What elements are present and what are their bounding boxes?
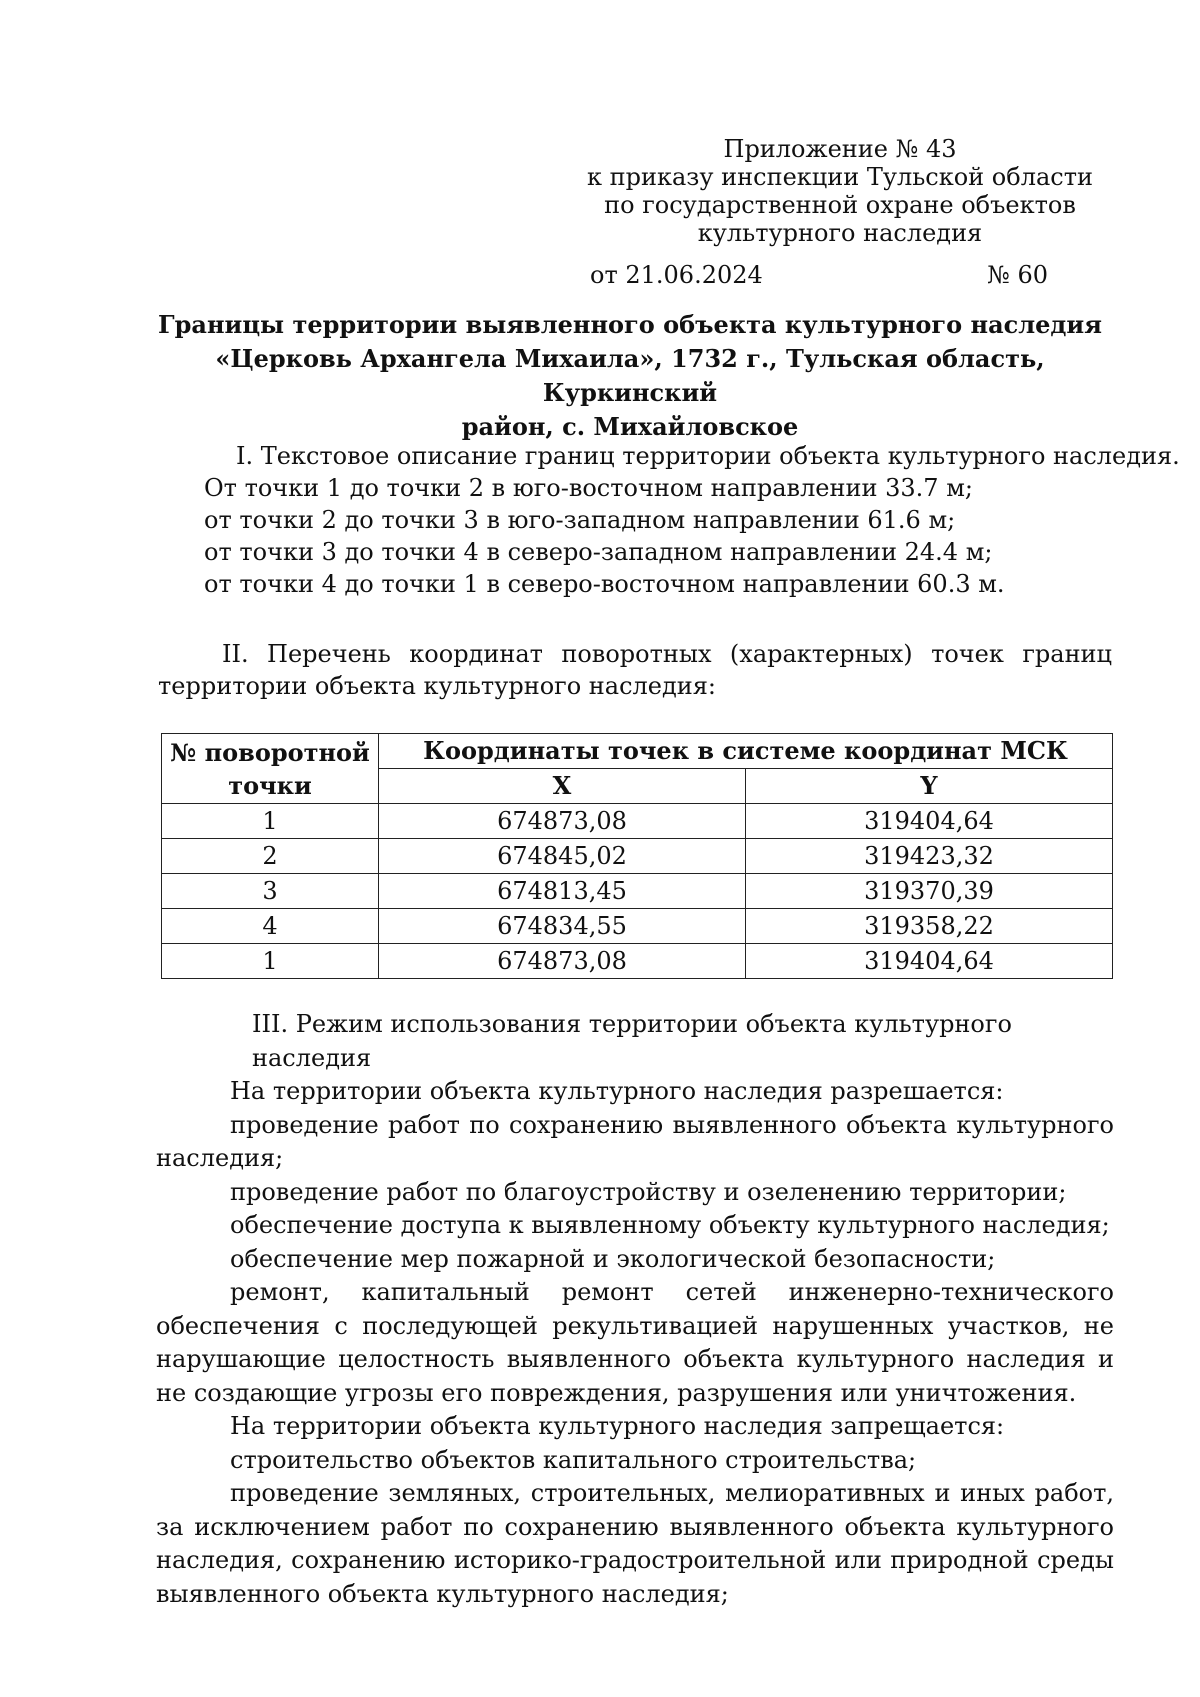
table-row xyxy=(162,839,1113,874)
cell-y: 319404,64 xyxy=(745,804,1112,839)
forbidden-intro: На территории объекта культурного наследия запрещается: xyxy=(230,1412,1005,1440)
title-line: Границы территории выявленного объекта культурного наследия xyxy=(158,310,1102,339)
allowed-item: ремонт, капитальный ремонт сетей инженерно-технического обеспечения с последующей рекультивацией нарушенных участков, не нарушающие целостность выявленного объекта культурного наследия и не создающие угрозы его повреждения, разрушения или уничтожения. xyxy=(156,1278,1114,1407)
cell-point: 4 xyxy=(162,909,379,944)
cell-y: 319358,22 xyxy=(745,909,1112,944)
table-header-row xyxy=(162,734,1113,769)
column-header-y: Y xyxy=(745,769,1112,804)
section-usage-regime xyxy=(156,1008,1114,1611)
column-header-coords: Координаты точек в системе координат МСК xyxy=(379,734,1113,769)
table-row xyxy=(162,909,1113,944)
cell-y: 319404,64 xyxy=(745,944,1112,979)
header-text: точки xyxy=(228,770,312,800)
cell-x: 674873,08 xyxy=(379,944,746,979)
cell-x: 674834,55 xyxy=(379,909,746,944)
document-title xyxy=(150,308,1110,444)
boundary-line: от точки 4 до точки 1 в северо-восточном направлении 60.3 м. xyxy=(204,570,1005,598)
appendix-line: по государственной охране объектов xyxy=(604,191,1076,219)
appendix-line: Приложение № 43 xyxy=(723,135,957,163)
allowed-intro: На территории объекта культурного наследия разрешается: xyxy=(230,1077,1004,1105)
cell-point: 3 xyxy=(162,874,379,909)
order-date-row xyxy=(580,261,1100,297)
cell-point: 1 xyxy=(162,804,379,839)
section-heading-cont: территории объекта культурного наследия: xyxy=(158,672,716,700)
allowed-item: обеспечение доступа к выявленному объекту культурного наследия; xyxy=(230,1211,1110,1239)
cell-x: 674813,45 xyxy=(379,874,746,909)
column-header-point xyxy=(162,734,379,804)
table-row xyxy=(162,874,1113,909)
table-row xyxy=(162,804,1113,839)
appendix-line: культурного наследия xyxy=(697,219,983,247)
appendix-block xyxy=(580,135,1100,297)
cell-y: 319423,32 xyxy=(745,839,1112,874)
cell-point: 1 xyxy=(162,944,379,979)
section-heading: II. Перечень координат поворотных (характерных) точек границ xyxy=(222,640,1112,668)
title-line: район, с. Михайловское xyxy=(461,412,799,441)
boundary-line: от точки 2 до точки 3 в юго-западном направлении 61.6 м; xyxy=(204,506,956,534)
cell-y: 319370,39 xyxy=(745,874,1112,909)
header-text: № поворотной xyxy=(170,737,370,767)
cell-x: 674873,08 xyxy=(379,804,746,839)
title-line: «Церковь Архангела Михаила», 1732 г., Тульская область, Куркинский xyxy=(215,344,1045,407)
allowed-item: обеспечение мер пожарной и экологической безопасности; xyxy=(230,1244,996,1273)
allowed-item: проведение работ по сохранению выявленного объекта культурного наследия; xyxy=(156,1110,1114,1172)
cell-point: 2 xyxy=(162,839,379,874)
coordinates-table xyxy=(161,733,1113,979)
boundary-line: от точки 3 до точки 4 в северо-западном направлении 24.4 м; xyxy=(204,538,993,566)
order-number: № 60 xyxy=(987,261,1048,289)
appendix-line: к приказу инспекции Тульской области xyxy=(587,163,1093,191)
table-row xyxy=(162,944,1113,979)
boundary-line: От точки 1 до точки 2 в юго-восточном направлении 33.7 м; xyxy=(204,474,973,502)
forbidden-item: строительство объектов капитального строительства; xyxy=(230,1445,917,1474)
forbidden-item: проведение земляных, строительных, мелиоративных и иных работ, за исключением работ по сохранению выявленного объекта культурного наследия, сохранению историко-градостроительной или природной среды выявленного объекта культурного наследия; xyxy=(156,1479,1114,1608)
cell-x: 674845,02 xyxy=(379,839,746,874)
section-heading: I. Текстовое описание границ территории объекта культурного наследия. xyxy=(236,442,1180,470)
section-coordinates-heading xyxy=(158,638,1112,702)
section-heading: III. Режим использования территории объекта культурного наследия xyxy=(252,1010,1012,1072)
allowed-item: проведение работ по благоустройству и озеленению территории; xyxy=(230,1177,1067,1206)
order-date: от 21.06.2024 xyxy=(590,261,763,289)
column-header-x: X xyxy=(379,769,746,804)
